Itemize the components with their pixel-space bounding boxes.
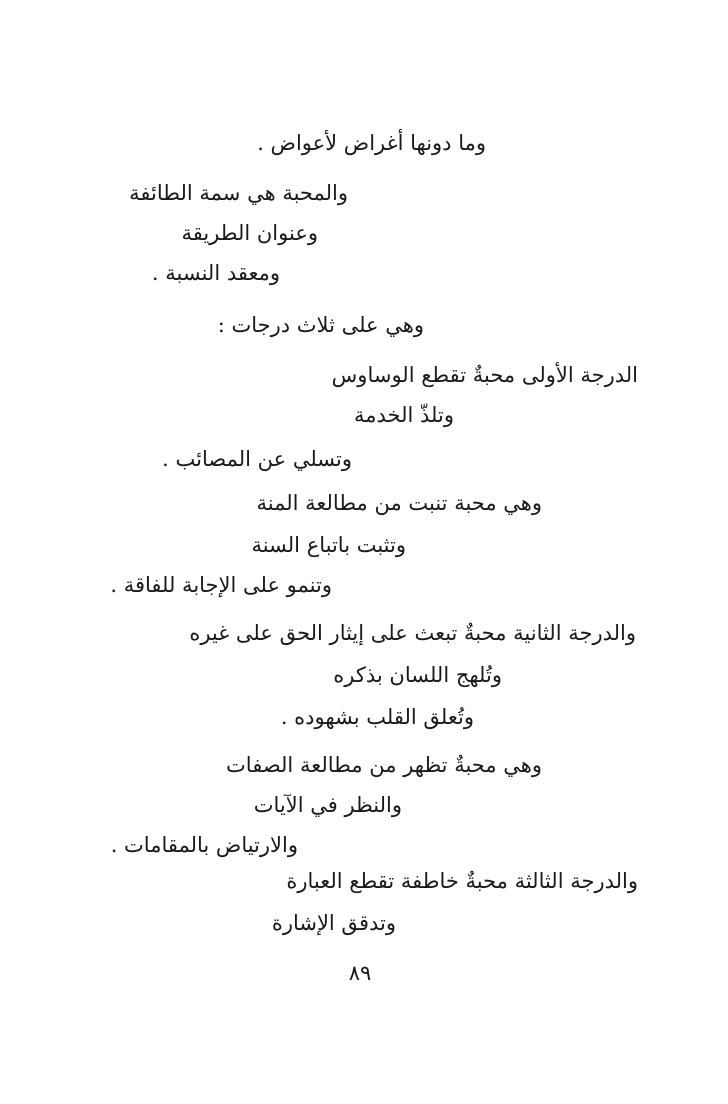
text-line-12: والدرجة الثانية محبةٌ تبعث على إيثار الحق على غيره [189, 621, 636, 645]
text-line-1: وما دونها أغراض لأعواض . [257, 131, 486, 155]
text-line-19: وتدقق الإشارة [271, 911, 396, 935]
text-line-17: والارتياض بالمقامات . [110, 833, 298, 857]
text-line-11: وتنمو على الإجابة للفاقة . [110, 573, 332, 597]
text-line-13: وتُلهج اللسان بذكره [333, 663, 502, 687]
page-number: ٨٩ [348, 961, 372, 985]
text-line-2: والمحبة هي سمة الطائفة [129, 181, 348, 205]
text-line-6: الدرجة الأولى محبةٌ تقطع الوساوس [331, 363, 638, 387]
text-line-3: وعنوان الطريقة [181, 221, 318, 245]
text-line-16: والنظر في الآيات [253, 793, 402, 817]
text-line-5: وهي على ثلاث درجات : [217, 313, 424, 337]
text-line-15: وهي محبةٌ تظهر من مطالعة الصفات [226, 753, 542, 777]
text-line-10: وتثبت باتباع السنة [251, 533, 406, 557]
text-line-9: وهي محبة تنبت من مطالعة المنة [256, 491, 542, 515]
text-line-18: والدرجة الثالثة محبةٌ خاطفة تقطع العبارة [286, 869, 638, 893]
text-line-7: وتلذّ الخدمة [354, 403, 454, 427]
text-line-14: وتُعلق القلب بشهوده . [280, 705, 474, 729]
text-line-4: ومعقد النسبة . [151, 261, 280, 285]
text-line-8: وتسلي عن المصائب . [162, 447, 352, 471]
